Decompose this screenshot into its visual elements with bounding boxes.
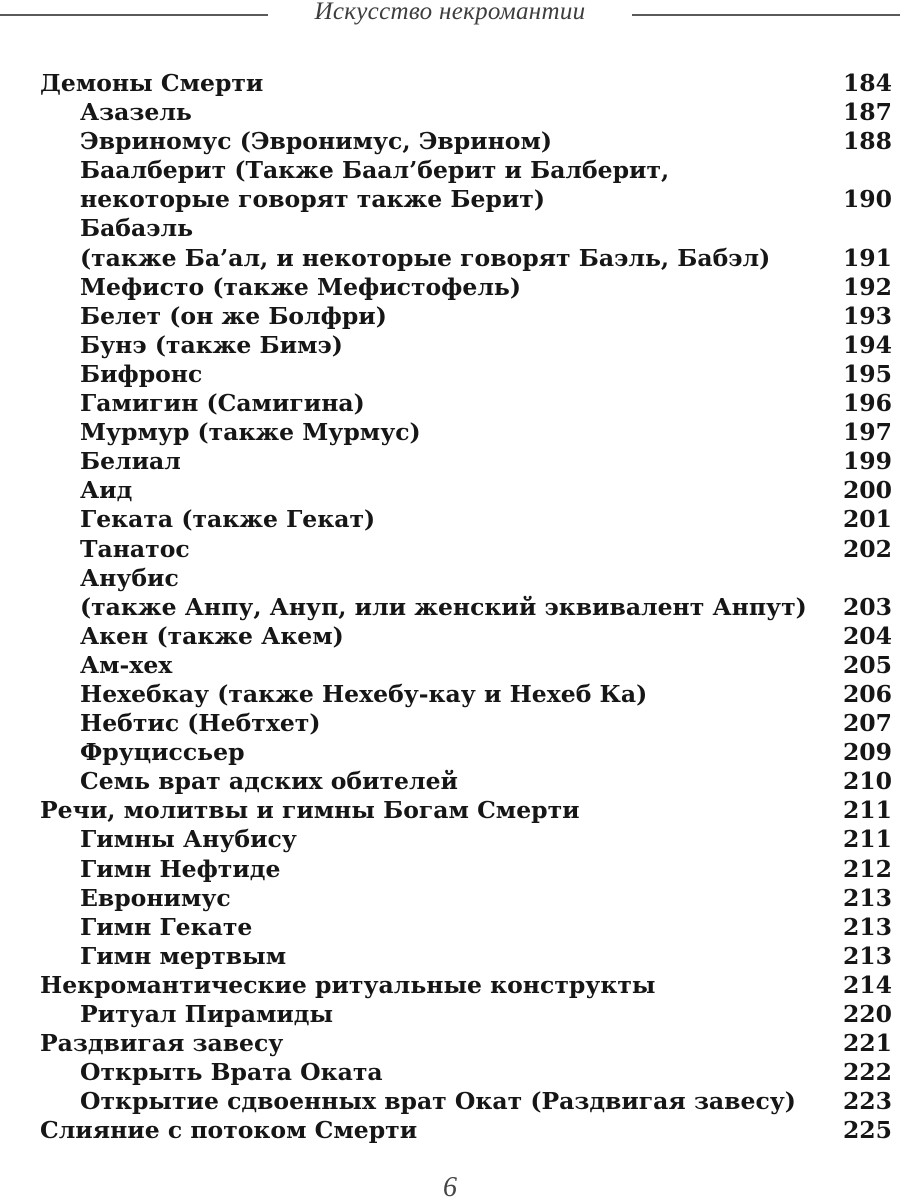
toc-entry-page: 210 [842, 767, 892, 796]
toc-entry-page: 205 [842, 650, 892, 679]
page-number: 6 [443, 1172, 457, 1203]
toc-entry-page: 193 [842, 301, 892, 330]
toc-entry-label: Мурмур (также Мурмус) [80, 418, 421, 447]
toc-entry-label: Белет (он же Болфри) [80, 301, 387, 330]
toc-section-entry[interactable] [40, 331, 892, 360]
toc-entry-page: 211 [842, 825, 892, 854]
toc-entry-label: Белиал [80, 447, 181, 476]
toc-section-entry[interactable] [40, 302, 892, 331]
toc-chapter-entry[interactable] [40, 796, 892, 825]
toc-entry-page: 221 [842, 1029, 892, 1058]
toc-entry-label: Слияние с потоком Смерти [40, 1116, 418, 1145]
toc-section-entry[interactable] [40, 98, 892, 127]
toc-section-entry[interactable] [40, 564, 892, 593]
toc-entry-label: Мефисто (также Мефистофель) [80, 272, 521, 301]
toc-section-entry[interactable] [40, 447, 892, 476]
toc-section-entry[interactable] [40, 738, 892, 767]
toc-entry-page: 206 [842, 679, 892, 708]
toc-entry-page: 204 [842, 621, 892, 650]
toc-entry-page: 200 [842, 476, 892, 505]
toc-section-entry[interactable] [40, 942, 892, 971]
toc-section-entry[interactable] [40, 1087, 892, 1116]
toc-entry-page: 212 [842, 854, 892, 883]
toc-section-entry[interactable] [40, 709, 892, 738]
toc-entry-page: 213 [842, 883, 892, 912]
toc-entry-page: 220 [842, 1000, 892, 1028]
toc-chapter-entry[interactable] [40, 971, 892, 1000]
toc-entry-page: 201 [842, 505, 892, 534]
toc-section-entry[interactable] [40, 1000, 892, 1029]
toc-entry-label: Баалберит (Также Баал’берит и Балберит, [80, 156, 670, 185]
toc-section-entry[interactable] [40, 593, 892, 622]
toc-chapter-entry[interactable] [40, 1029, 892, 1058]
toc-section-entry[interactable] [40, 825, 892, 854]
toc-entry-label: некоторые говорят также Берит) [80, 185, 545, 214]
toc-entry-label: Гимн Гекате [80, 912, 253, 941]
toc-entry-label: (также Ба’ал, и некоторые говорят Баэль, Бабэл) [80, 243, 771, 272]
toc-entry-page: 202 [842, 534, 892, 563]
toc-entry-label: Гимн мертвым [80, 941, 287, 970]
toc-entry-label: Танатос [80, 534, 190, 563]
toc-entry-page: 213 [842, 912, 892, 941]
toc-entry-page: 192 [842, 272, 892, 301]
toc-entry-label: Раздвигая завесу [40, 1029, 284, 1058]
toc-section-entry[interactable] [40, 156, 892, 185]
table-of-contents [40, 69, 892, 1145]
toc-section-entry[interactable] [40, 1058, 892, 1087]
toc-entry-label: Нехебкау (также Нехебу-кау и Нехеб Ка) [80, 679, 648, 708]
toc-entry-label: Бабаэль [80, 214, 194, 243]
header-rule-right [632, 14, 900, 16]
toc-chapter-entry[interactable] [40, 1116, 892, 1145]
toc-entry-page: 223 [842, 1087, 892, 1116]
toc-section-entry[interactable] [40, 476, 892, 505]
toc-entry-label: Ритуал Пирамиды [80, 1000, 334, 1028]
toc-entry-label: Аид [80, 476, 133, 505]
toc-entry-label: Геката (также Гекат) [80, 505, 376, 534]
toc-entry-label: Открытие сдвоенных врат Окат (Раздвигая завесу) [80, 1087, 796, 1116]
toc-section-entry[interactable] [40, 360, 892, 389]
toc-section-entry[interactable] [40, 418, 892, 447]
toc-section-entry[interactable] [40, 855, 892, 884]
toc-entry-page: 199 [842, 447, 892, 476]
toc-entry-page: 213 [842, 941, 892, 970]
toc-entry-label: Открыть Врата Оката [80, 1058, 383, 1087]
toc-entry-page: 187 [842, 98, 892, 127]
toc-section-entry[interactable] [40, 127, 892, 156]
toc-entry-page: 195 [842, 359, 892, 388]
toc-entry-page: 184 [842, 69, 892, 97]
running-header [0, 0, 900, 36]
toc-entry-label: Семь врат адских обителей [80, 767, 458, 796]
toc-entry-page: 211 [842, 796, 892, 825]
toc-entry-page: 188 [842, 127, 892, 156]
toc-entry-page: 207 [842, 709, 892, 738]
toc-section-entry[interactable] [40, 244, 892, 273]
toc-entry-page: 194 [842, 330, 892, 359]
toc-section-entry[interactable] [40, 680, 892, 709]
toc-entry-page: 214 [842, 970, 892, 999]
toc-section-entry[interactable] [40, 273, 892, 302]
toc-section-entry[interactable] [40, 622, 892, 651]
toc-entry-label: Гамигин (Самигина) [80, 389, 365, 418]
toc-section-entry[interactable] [40, 505, 892, 534]
toc-entry-label: Речи, молитвы и гимны Богам Смерти [40, 796, 580, 825]
toc-entry-label: Демоны Смерти [40, 69, 264, 97]
toc-section-entry[interactable] [40, 389, 892, 418]
toc-entry-label: (также Анпу, Ануп, или женский эквивалент Анпут) [80, 592, 807, 621]
book-title: Искусство некромантии [314, 0, 586, 25]
toc-section-entry[interactable] [40, 214, 892, 243]
toc-entry-page: 222 [842, 1058, 892, 1087]
toc-section-entry[interactable] [40, 767, 892, 796]
toc-entry-page: 190 [842, 185, 892, 214]
toc-section-entry[interactable] [40, 913, 892, 942]
toc-section-entry[interactable] [40, 651, 892, 680]
toc-section-entry[interactable] [40, 535, 892, 564]
toc-entry-page: 209 [842, 738, 892, 767]
toc-entry-label: Акен (также Акем) [80, 621, 344, 650]
toc-entry-label: Бунэ (также Бимэ) [80, 330, 343, 359]
toc-entry-label: Небтис (Небтхет) [80, 709, 321, 738]
toc-section-entry[interactable] [40, 185, 892, 214]
toc-entry-page: 191 [842, 243, 892, 272]
toc-section-entry[interactable] [40, 884, 892, 913]
toc-chapter-entry[interactable] [40, 69, 892, 98]
toc-entry-label: Гимны Анубису [80, 825, 297, 854]
toc-entry-label: Фруциссьер [80, 738, 245, 767]
toc-entry-page: 203 [842, 592, 892, 621]
toc-entry-page: 196 [842, 389, 892, 418]
toc-entry-label: Некромантические ритуальные конструкты [40, 970, 656, 999]
toc-entry-label: Евронимус [80, 883, 231, 912]
toc-entry-label: Бифронс [80, 359, 203, 388]
toc-entry-page: 197 [842, 418, 892, 447]
toc-entry-label: Гимн Нефтиде [80, 854, 281, 883]
toc-entry-label: Ам-хех [80, 650, 173, 679]
toc-entry-label: Эвриномус (Эвронимус, Эврином) [80, 127, 552, 156]
toc-entry-label: Азазель [80, 98, 192, 127]
toc-entry-label: Анубис [80, 563, 179, 592]
toc-entry-page: 225 [842, 1116, 892, 1145]
